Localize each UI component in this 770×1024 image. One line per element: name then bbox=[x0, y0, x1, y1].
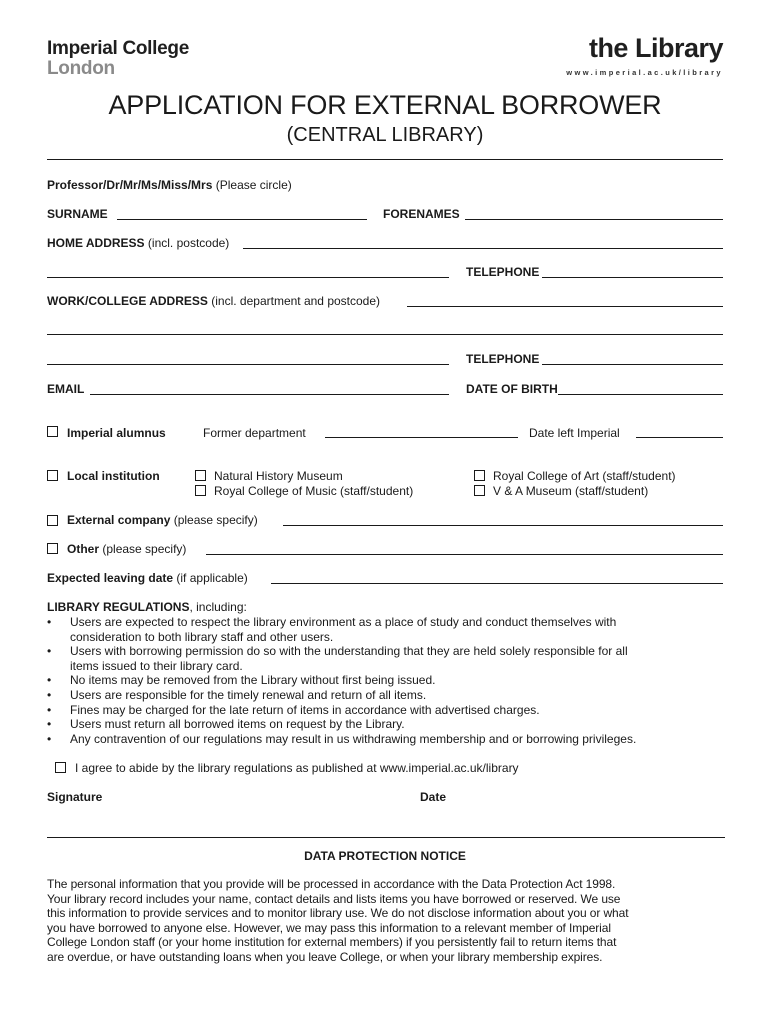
home-address-field-2[interactable] bbox=[47, 277, 449, 278]
dob-field[interactable] bbox=[558, 394, 723, 395]
regulations-heading-row bbox=[47, 600, 247, 615]
rca-label: Royal College of Art (staff/student) bbox=[493, 469, 676, 483]
home-telephone-field[interactable] bbox=[542, 277, 723, 278]
nhm-checkbox[interactable] bbox=[195, 470, 206, 481]
regulation-text: Any contravention of our regulations may result in us withdrawing membership and or borrowing privileges. bbox=[70, 731, 637, 746]
leaving-date-label: Expected leaving date bbox=[47, 571, 174, 585]
regulation-text: Users must return all borrowed items on request by the Library. bbox=[70, 717, 405, 732]
library-logo: the Library bbox=[588, 33, 723, 63]
title-divider bbox=[47, 159, 723, 160]
other-checkbox[interactable] bbox=[47, 543, 58, 554]
title-choice-note: (Please circle) bbox=[215, 178, 292, 192]
work-address-note: (incl. department and postcode) bbox=[211, 294, 381, 308]
leaving-date-note: (if applicable) bbox=[176, 571, 248, 585]
college-logo-line1: Imperial College bbox=[47, 38, 189, 59]
page-subtitle: (CENTRAL LIBRARY) bbox=[286, 124, 484, 146]
college-logo-line2: London bbox=[47, 58, 115, 79]
leaving-date-field[interactable] bbox=[271, 583, 723, 584]
date-label: Date bbox=[420, 790, 447, 804]
alumnus-checkbox[interactable] bbox=[47, 426, 58, 437]
other-label: Other bbox=[67, 542, 100, 556]
external-company-label: External company bbox=[67, 513, 171, 527]
data-protection-line: The personal information that you provide will be processed in accordance with the Data Protection Act 1998. bbox=[47, 877, 616, 891]
date-left-field[interactable] bbox=[636, 437, 723, 438]
external-company-checkbox[interactable] bbox=[47, 515, 58, 526]
local-institution-checkbox[interactable] bbox=[47, 470, 58, 481]
former-dept-field[interactable] bbox=[325, 437, 518, 438]
bullet: • bbox=[47, 615, 52, 629]
data-protection-heading: DATA PROTECTION NOTICE bbox=[304, 849, 466, 863]
regulations-list bbox=[0, 615, 770, 746]
signature-label: Signature bbox=[47, 790, 103, 804]
external-company-field[interactable] bbox=[283, 525, 723, 526]
work-address-label: WORK/COLLEGE ADDRESS bbox=[47, 294, 208, 308]
former-dept-label: Former department bbox=[203, 426, 306, 440]
list-item bbox=[0, 615, 770, 630]
data-protection-line: Your library record includes your name, contact details and lists items you have borrowed or reserved. We use bbox=[47, 891, 621, 906]
work-telephone-label: TELEPHONE bbox=[466, 352, 540, 366]
home-address-field[interactable] bbox=[243, 248, 723, 249]
list-item bbox=[0, 644, 770, 659]
library-url: www.imperial.ac.uk/library bbox=[566, 68, 723, 77]
regulation-text: Fines may be charged for the late return of items in accordance with advertised charges. bbox=[70, 702, 540, 717]
data-protection-line: this information to provide services and to monitor library use. We do not disclose information about you or what bbox=[47, 906, 629, 921]
regulation-text: No items may be removed from the Library without first being issued. bbox=[70, 673, 436, 688]
alumnus-label: Imperial alumnus bbox=[67, 426, 166, 440]
bullet: • bbox=[47, 673, 52, 688]
regulation-text: Users are responsible for the timely renewal and return of all items. bbox=[70, 687, 427, 702]
rcm-label: Royal College of Music (staff/student) bbox=[214, 484, 414, 498]
title-choice-row bbox=[47, 178, 292, 192]
home-address-note: (incl. postcode) bbox=[147, 236, 230, 250]
title-choice-label: Professor/Dr/Mr/Ms/Miss/Mrs bbox=[47, 178, 213, 192]
work-address-field[interactable] bbox=[407, 306, 723, 307]
bullet: • bbox=[47, 717, 52, 732]
nhm-label: Natural History Museum bbox=[214, 469, 343, 483]
local-institution-label: Local institution bbox=[67, 469, 160, 483]
data-protection-line: you have borrowed to anyone else. However, we may pass this information to a relevant member of Imperial bbox=[47, 920, 611, 935]
list-item bbox=[0, 630, 770, 645]
agree-label: I agree to abide by the library regulations as published at www.imperial.ac.uk/library bbox=[75, 761, 519, 775]
va-label: V & A Museum (staff/student) bbox=[493, 484, 649, 498]
regulations-heading: LIBRARY REGULATIONS bbox=[47, 600, 190, 614]
list-item bbox=[0, 688, 770, 703]
external-company-note: (please specify) bbox=[173, 513, 258, 527]
data-protection-line: are overdue, or have outstanding loans when you leave College, or when your library membership expires. bbox=[47, 949, 603, 964]
data-protection-text bbox=[47, 877, 727, 965]
email-field[interactable] bbox=[90, 394, 449, 395]
work-address-field-3[interactable] bbox=[47, 364, 449, 365]
data-protection-line: College London staff (or your home institution for external members) if you persistently fail to return items that bbox=[47, 935, 617, 950]
regulation-text: Users are expected to respect the library environment as a place of study and conduct themselves with bbox=[70, 615, 617, 629]
bullet: • bbox=[47, 702, 52, 717]
list-item bbox=[0, 732, 770, 747]
list-item bbox=[0, 659, 770, 674]
work-telephone-field[interactable] bbox=[542, 364, 723, 365]
surname-field[interactable] bbox=[117, 219, 367, 220]
other-note: (please specify) bbox=[102, 542, 187, 556]
list-item bbox=[0, 717, 770, 732]
bullet: • bbox=[47, 687, 52, 702]
rcm-checkbox[interactable] bbox=[195, 485, 206, 496]
work-address-field-2[interactable] bbox=[47, 334, 723, 335]
home-telephone-label: TELEPHONE bbox=[466, 265, 540, 279]
regulation-text: consideration to both library staff and other users. bbox=[70, 629, 334, 644]
rca-checkbox[interactable] bbox=[474, 470, 485, 481]
dob-label: DATE OF BIRTH bbox=[466, 382, 558, 396]
bullet: • bbox=[47, 644, 52, 659]
signature-line[interactable] bbox=[47, 837, 725, 838]
bullet: • bbox=[47, 731, 52, 746]
regulation-text: Users with borrowing permission do so with the understanding that they are held solely responsible for all bbox=[70, 644, 628, 659]
date-left-label: Date left Imperial bbox=[529, 426, 620, 440]
forenames-field[interactable] bbox=[465, 219, 723, 220]
regulation-text: items issued to their library card. bbox=[70, 658, 243, 673]
email-label: EMAIL bbox=[47, 382, 85, 396]
forenames-label: FORENAMES bbox=[383, 207, 460, 221]
agree-checkbox[interactable] bbox=[55, 762, 66, 773]
list-item bbox=[0, 673, 770, 688]
page-title: APPLICATION FOR EXTERNAL BORROWER bbox=[108, 90, 662, 120]
other-field[interactable] bbox=[206, 554, 723, 555]
list-item bbox=[0, 703, 770, 718]
surname-label: SURNAME bbox=[47, 207, 108, 221]
regulations-heading-suffix: , including: bbox=[189, 600, 247, 614]
va-checkbox[interactable] bbox=[474, 485, 485, 496]
home-address-label: HOME ADDRESS bbox=[47, 236, 145, 250]
